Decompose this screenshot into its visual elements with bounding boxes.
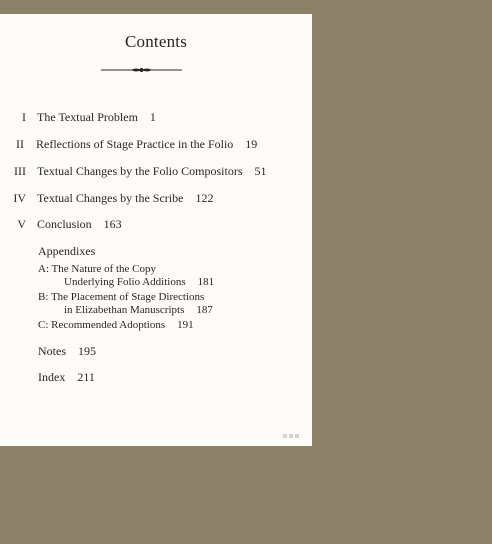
- appendix-title: C: Recommended Adoptions: [38, 319, 166, 331]
- appendix-entry[interactable]: [38, 263, 214, 289]
- library-stamp-mark: [283, 433, 299, 439]
- appendix-title: A: The Nature of the Copy: [38, 263, 157, 275]
- back-matter-entry[interactable]: [38, 370, 95, 385]
- page-title: Contents: [124, 32, 188, 51]
- chapter-numeral: IV: [13, 191, 26, 205]
- back-matter-title: Notes: [38, 344, 66, 358]
- back-matter-title: Index: [38, 370, 66, 384]
- chapter-entry[interactable]: [37, 191, 213, 206]
- chapter-page: 163: [103, 217, 122, 231]
- chapter-numeral: II: [16, 137, 24, 151]
- appendix-page: 191: [177, 319, 194, 331]
- chapter-title: The Textual Problem: [37, 110, 138, 124]
- appendix-title-continued: Underlying Folio Additions: [64, 276, 186, 288]
- chapter-numeral: III: [14, 164, 26, 178]
- chapter-numeral: V: [17, 217, 26, 231]
- appendix-entry[interactable]: [38, 291, 213, 317]
- back-matter-entry[interactable]: [38, 344, 96, 359]
- chapter-title: Textual Changes by the Scribe: [37, 191, 184, 205]
- chapter-numeral: I: [22, 110, 26, 124]
- chapter-page: 19: [245, 137, 258, 151]
- chapter-title: Reflections of Stage Practice in the Folio: [36, 137, 234, 151]
- appendix-title-continued: in Elizabethan Manuscripts: [64, 304, 185, 316]
- chapter-entry[interactable]: [37, 110, 156, 125]
- appendixes-heading: Appendixes: [38, 244, 96, 258]
- chapter-entry[interactable]: [37, 217, 122, 232]
- chapter-entry[interactable]: [37, 164, 266, 179]
- appendix-title: B: The Placement of Stage Directions: [38, 291, 205, 303]
- appendix-entry[interactable]: [38, 319, 194, 332]
- back-matter-page: 195: [78, 344, 96, 358]
- chapter-page: 51: [254, 164, 267, 178]
- chapter-title: Conclusion: [37, 217, 92, 231]
- appendix-page: 181: [197, 276, 215, 288]
- chapter-title: Textual Changes by the Folio Compositors: [37, 164, 243, 178]
- ornament-divider: [101, 66, 182, 74]
- appendix-page: 187: [196, 304, 213, 316]
- chapter-page: 1: [149, 110, 156, 124]
- back-matter-page: 211: [77, 370, 95, 384]
- book-page: [0, 14, 312, 446]
- chapter-page: 122: [195, 191, 214, 205]
- chapter-entry[interactable]: [36, 137, 257, 152]
